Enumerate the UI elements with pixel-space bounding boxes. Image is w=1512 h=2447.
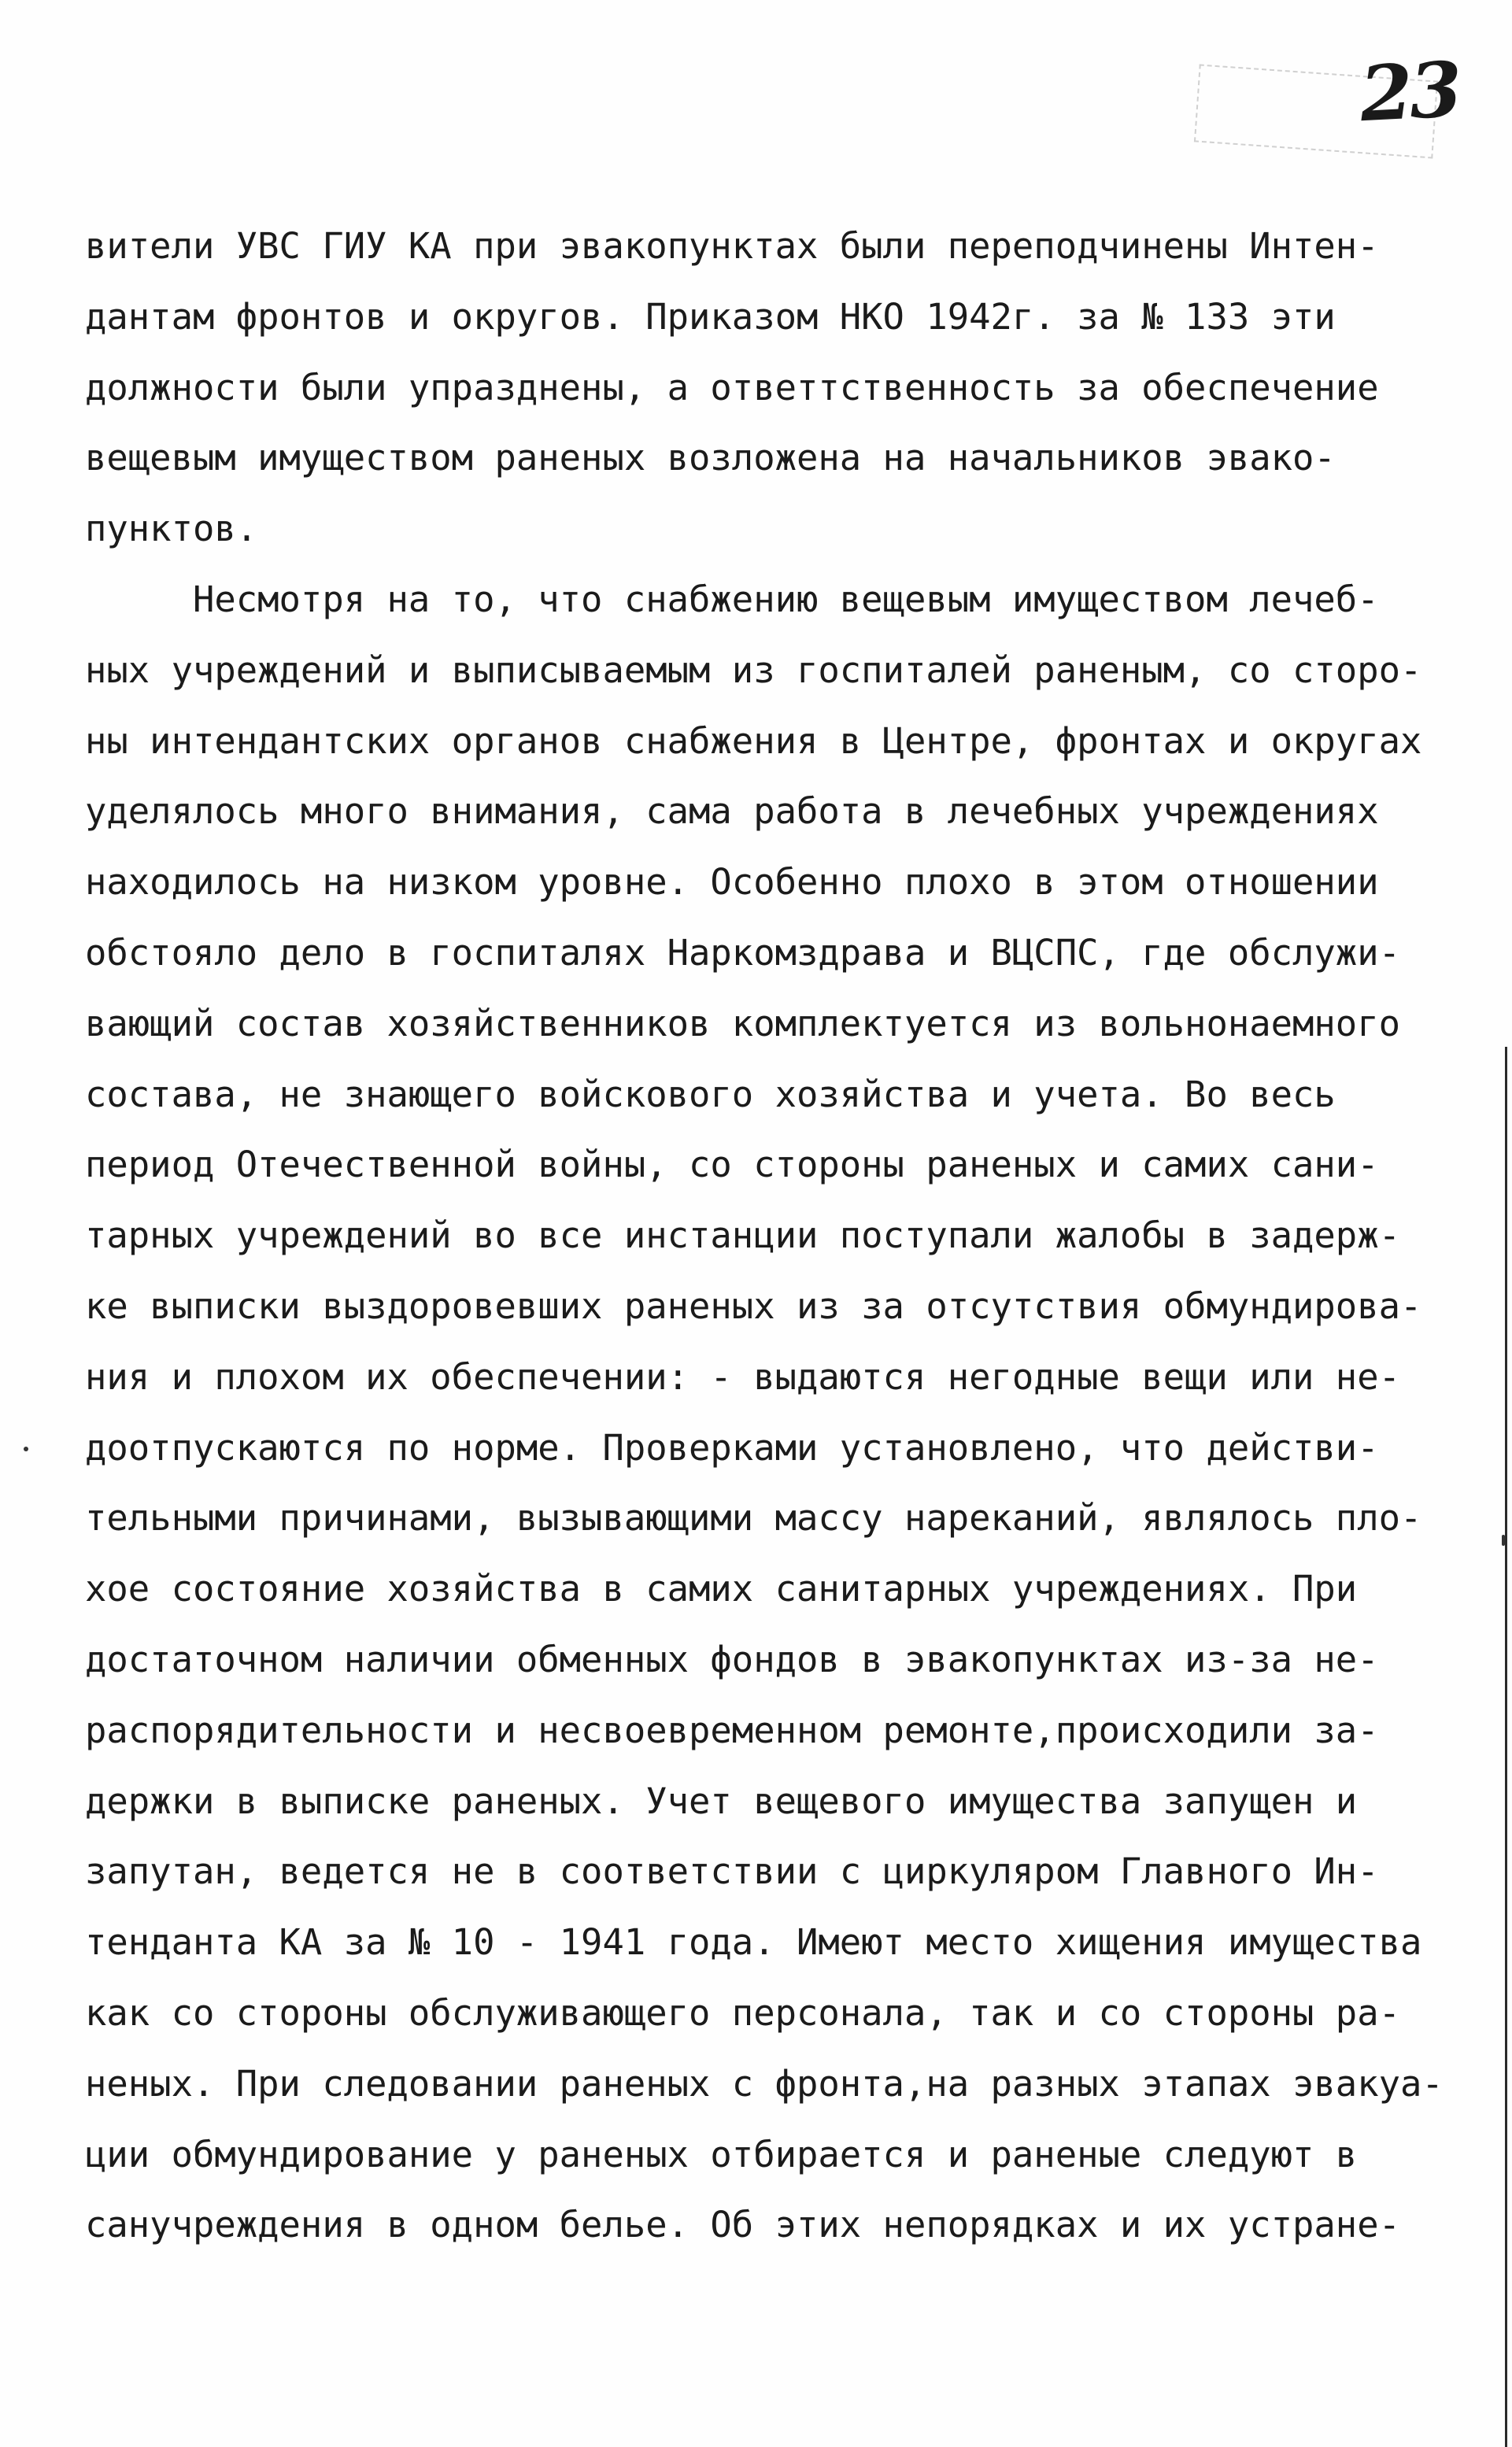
text-line: хое состояние хозяйства в самих санитарных учреждениях. При <box>85 1568 1358 1610</box>
text-line: дантам фронтов и округов. Приказом НКО 1942г. за № 133 эти <box>85 295 1336 338</box>
text-line: ке выписки выздоровевших раненых из за отсутствия обмундирова- <box>85 1284 1422 1327</box>
text-line: вещевым имуществом раненых возложена на начальников эвако- <box>85 437 1336 479</box>
text-line: ных учреждений и выписываемым из госпиталей раненым, со сторо- <box>85 649 1422 691</box>
text-line: доотпускаются по норме. Проверками установлено, что действи- <box>85 1426 1379 1469</box>
text-line: ции обмундирование у раненых отбирается и раненые следуют в <box>85 2133 1358 2175</box>
text-line: вители УВС ГИУ КА при эвакопунктах были переподчинены Интен- <box>85 225 1379 267</box>
text-line: должности были упразднены, а ответтственность за обеспечение <box>85 366 1379 408</box>
text-line: уделялось много внимания, сама работа в лечебных учреждениях <box>85 790 1379 833</box>
text-line: держки в выписке раненых. Учет вещевого имущества запущен и <box>85 1780 1358 1822</box>
text-line: находилось на низком уровне. Особенно плохо в этом отношении <box>85 861 1379 904</box>
document-body <box>85 211 1494 2260</box>
text-line: Несмотря на то, что снабжению вещевым имуществом лечеб- <box>85 578 1379 620</box>
page-edge-shadow <box>1505 1047 1507 2447</box>
text-line: ния и плохом их обеспечении: - выдаются негодные вещи или не- <box>85 1355 1400 1398</box>
page-number: 23 <box>1358 44 1462 139</box>
text-line: тарных учреждений во все инстанции поступали жалобы в задерж- <box>85 1214 1400 1257</box>
text-line: ны интендантских органов снабжения в Центре, фронтах и округах <box>85 719 1422 762</box>
text-line: тельными причинами, вызывающими массу нареканий, являлось пло- <box>85 1497 1422 1540</box>
ink-speck <box>24 1447 28 1451</box>
text-line: период Отечественной войны, со стороны раненых и самих сани- <box>85 1144 1379 1186</box>
text-line: пунктов. <box>85 508 258 550</box>
text-line: неных. При следовании раненых с фронта,на разных этапах эвакуа- <box>85 2062 1444 2105</box>
text-line: состава, не знающего войскового хозяйства и учета. Во весь <box>85 1073 1336 1115</box>
text-line: распорядительности и несвоевременном ремонте,происходили за- <box>85 1709 1379 1751</box>
text-line: тенданта КА за № 10 - 1941 года. Имеют место хищения имущества <box>85 1921 1422 1964</box>
text-line: запутан, ведется не в соответствии с циркуляром Главного Ин- <box>85 1850 1379 1893</box>
text-line: обстояло дело в госпиталях Наркомздрава и ВЦСПС, где обслужи- <box>85 931 1400 974</box>
text-line: как со стороны обслуживающего персонала, так и со стороны ра- <box>85 1991 1400 2034</box>
text-line: достаточном наличии обменных фондов в эвакопунктах из-за не- <box>85 1638 1379 1680</box>
text-line: санучреждения в одном белье. Об этих непорядках и их устране- <box>85 2204 1400 2246</box>
ink-speck <box>1502 1535 1505 1546</box>
text-line: вающий состав хозяйственников комплектуется из вольнонаемного <box>85 1002 1400 1044</box>
